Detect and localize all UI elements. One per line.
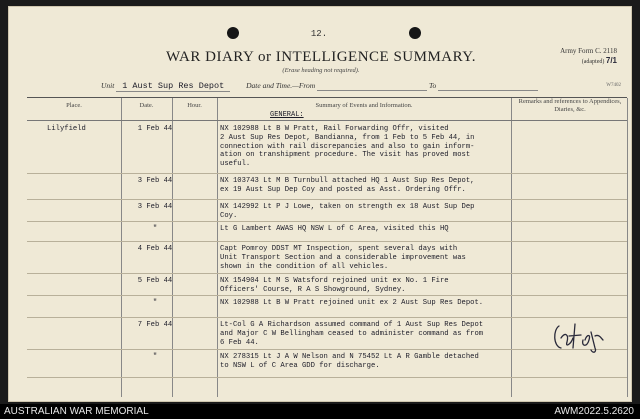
unit-value: 1 Aust Sup Res Depot (116, 81, 230, 92)
row-summary (220, 177, 510, 195)
summary-line: ation on transhipment procedure. The visit has proved most (220, 151, 471, 160)
summary-line: 6 Feb 44. (220, 338, 259, 347)
row-date: 7 Feb 44 (137, 321, 173, 329)
archive-reference: AWM2022.5.2620 (554, 406, 634, 417)
row-date: 5 Feb 44 (137, 277, 173, 285)
unit-label: Unit (101, 81, 115, 90)
header-hour: Hour. (187, 102, 202, 109)
form-code: W7402 (606, 83, 621, 88)
row-summary (220, 299, 510, 308)
form-reference (527, 47, 617, 67)
row-summary (220, 277, 510, 295)
summary-line: ex 19 Aust Sup Dep Coy and posted as Asst. Ordering Offr. (220, 185, 466, 194)
document-title: WAR DIARY or INTELLIGENCE SUMMARY. (166, 49, 476, 65)
archive-footer (0, 404, 640, 419)
row-date: " (152, 299, 158, 307)
to-label: To (428, 81, 437, 90)
unit-line (101, 81, 621, 92)
row-date: " (152, 353, 158, 361)
summary-line: NX 102988 Lt B W Pratt, Rail Forwarding Offr, visited (220, 125, 449, 133)
form-adapted: (adapted) (581, 59, 605, 65)
diary-row (27, 318, 627, 350)
diary-row (27, 350, 627, 378)
datetime-label: Date and Time.—From (246, 81, 316, 90)
archive-name: AUSTRALIAN WAR MEMORIAL (4, 406, 149, 417)
row-summary (220, 203, 510, 221)
row-summary (220, 125, 510, 169)
summary-line: Officers' Course, R A S Showground, Sydney. (220, 285, 406, 294)
row-summary (220, 353, 510, 371)
summary-line: 2 Aust Sup Res Depot, Bandianna, from 1 Feb to 5 Feb 44, in (220, 133, 475, 142)
summary-line: NX 103743 Lt M B Turnbull attached HQ 1 Aust Sup Res Depot, (220, 177, 475, 185)
summary-line: Lt-Col G A Richardson assumed command of 1 Aust Sup Res Depot (220, 321, 484, 329)
summary-line: NX 154904 Lt M S Watsford rejoined unit ex No. 1 Fire (220, 277, 449, 285)
row-date: 1 Feb 44 (137, 125, 173, 133)
diary-row (27, 242, 627, 274)
diary-sheet (8, 6, 632, 402)
header-place: Place. (66, 102, 82, 109)
row-summary (220, 245, 510, 271)
row-summary (220, 225, 510, 234)
summary-line: Unit Transport Section and a considerable improvement was (220, 253, 466, 262)
header-date: Date. (139, 102, 154, 109)
handwritten-signature (551, 318, 607, 356)
header-remarks: Remarks and references to Appendices, Diaries, &c. (518, 98, 622, 113)
diary-table (27, 97, 627, 397)
header-summary: Summary of Events and Information. (315, 102, 413, 109)
summary-line: Capt Pomroy DDST MT Inspection, spent several days with (220, 245, 458, 253)
row-date: 4 Feb 44 (137, 245, 173, 253)
page-number: 12. (310, 29, 328, 39)
diary-row (27, 122, 627, 174)
row-date: 3 Feb 44 (137, 177, 173, 185)
diary-row (27, 274, 627, 296)
row-place: Lilyfield (47, 125, 86, 133)
diary-row (27, 174, 627, 200)
diary-row (27, 296, 627, 318)
general-heading: GENERAL: (270, 111, 304, 119)
handwritten-mark: 7/1 (605, 56, 617, 65)
row-summary (220, 321, 510, 347)
punch-hole-right (409, 27, 421, 39)
summary-line: useful. (220, 160, 251, 169)
summary-line: NX 278315 Lt J A W Nelson and N 75452 Lt A R Gamble detached (220, 353, 479, 361)
summary-line: Lt G Lambert AWAS HQ NSW L of C Area, visited this HQ (220, 225, 449, 233)
summary-line: NX 142992 Lt P J Lowe, taken on strength ex 18 Aust Sup Dep (220, 203, 475, 211)
row-date: " (152, 225, 158, 233)
summary-line: and Major C W Bellingham ceased to administer command as from (220, 329, 484, 338)
document-subtitle: (Erase heading not required). (282, 67, 360, 74)
diary-row (27, 222, 627, 242)
form-number: Army Form C. 2118 (560, 47, 617, 55)
summary-line: connection with rail discrepancies and also to gain inform- (220, 142, 475, 151)
summary-line: to NSW L of C Area GDD for discharge. (220, 361, 380, 370)
row-date: 3 Feb 44 (137, 203, 173, 211)
summary-line: NX 102988 Lt B W Pratt rejoined unit ex 2 Aust Sup Res Depot. (220, 299, 484, 307)
summary-line: Coy. (220, 211, 238, 220)
diary-row (27, 200, 627, 222)
punch-hole-left (227, 27, 239, 39)
summary-line: shown in the condition of all vehicles. (220, 262, 389, 271)
